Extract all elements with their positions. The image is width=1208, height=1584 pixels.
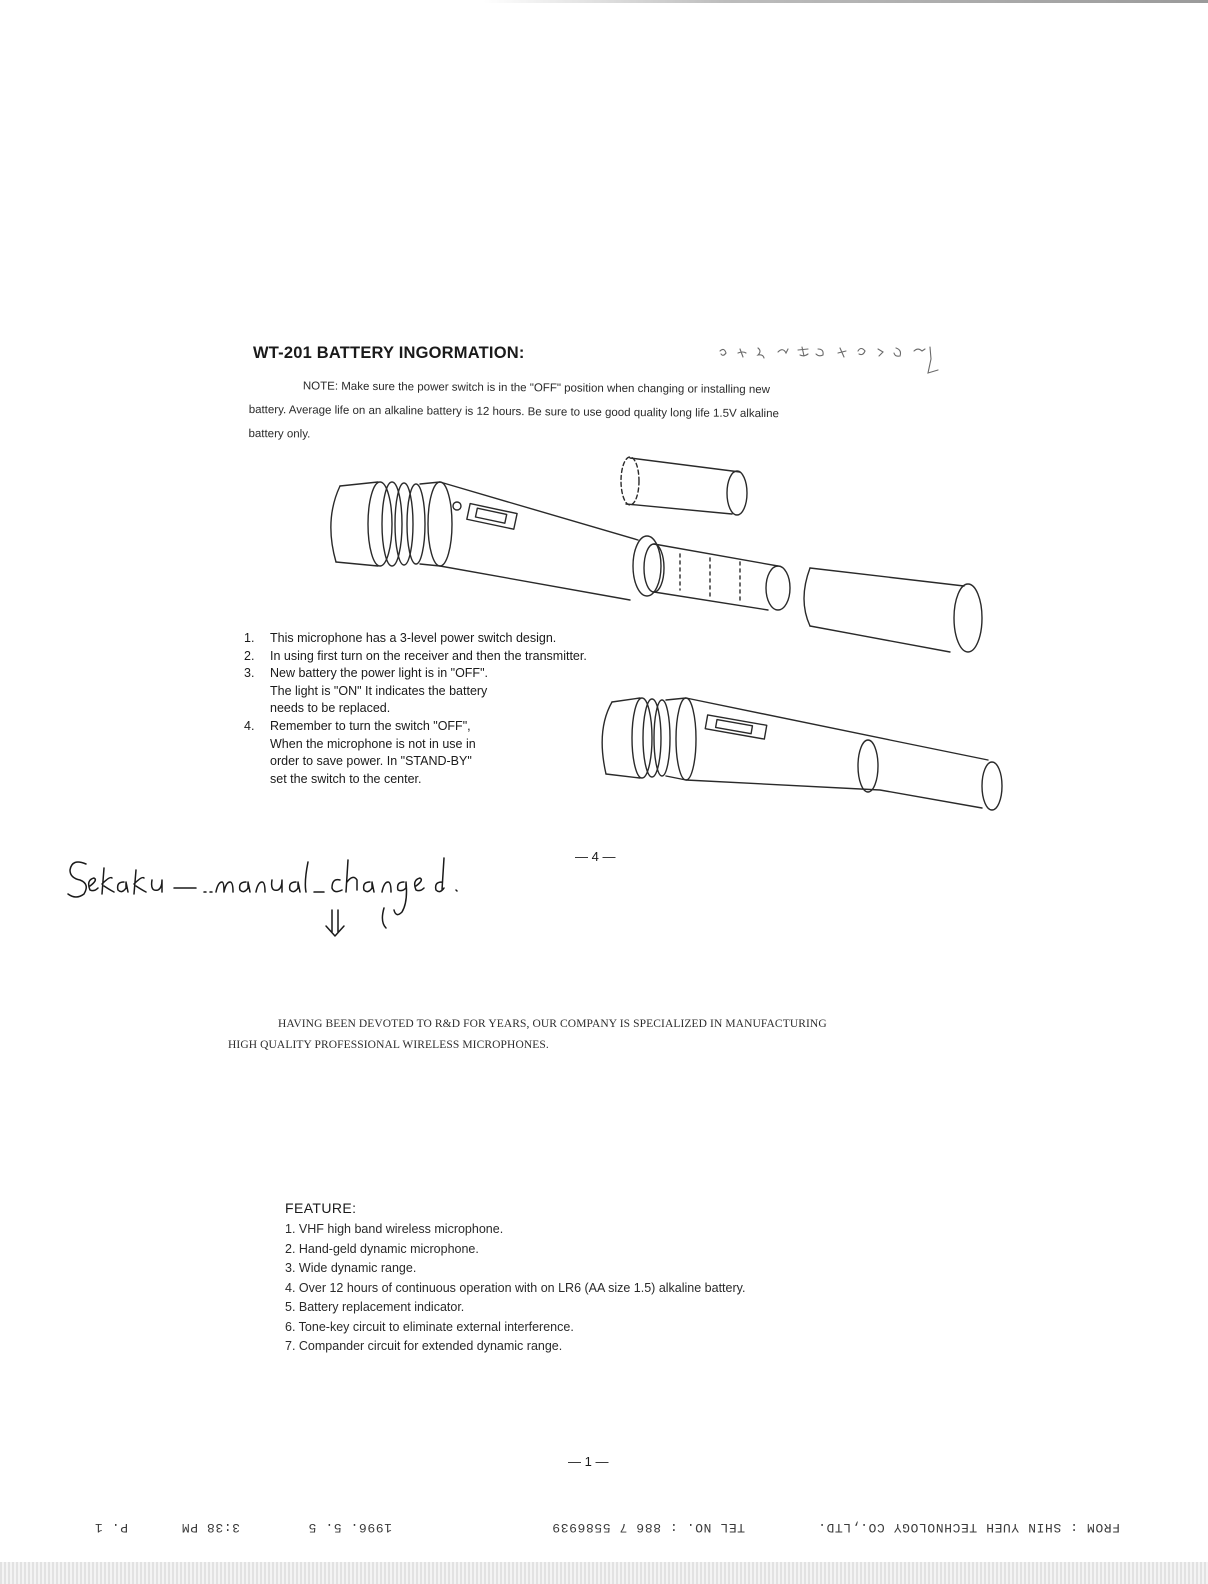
list-item: 5. Battery replacement indicator. [285, 1300, 465, 1314]
battery-note [248, 374, 979, 452]
list-item: set the switch to the center. [270, 771, 422, 786]
list-item: 2. In using first turn on the receiver and then the transmitter. [244, 648, 587, 663]
fax-header [60, 1517, 1120, 1535]
company-line: HIGH QUALITY PROFESSIONAL WIRELESS MICROPHONES. [228, 1039, 549, 1051]
microphone-illustration [590, 690, 1010, 815]
list-item: 3. Wide dynamic range. [285, 1261, 417, 1275]
microphone-battery-illustration [300, 450, 1000, 660]
list-item: When the microphone is not in use in [270, 736, 476, 751]
company-line: HAVING BEEN DEVOTED TO R&D FOR YEARS, OUR COMPANY IS SPECIALIZED IN MANUFACTURING [278, 1018, 827, 1030]
handwritten-signoff [64, 848, 484, 940]
page-number: — 1 — [568, 1454, 609, 1469]
handwritten-annotation [718, 343, 946, 377]
battery-info-title: WT-201 BATTERY INGORMATION: [253, 344, 525, 362]
note-line: battery only. [248, 427, 311, 441]
list-item: 3. New battery the power light is in "OFF". [244, 666, 488, 681]
list-item: needs to be replaced. [270, 701, 391, 716]
fax-date: 1996. 5. 5 [307, 1520, 392, 1535]
page-number: — 4 — [575, 849, 616, 864]
list-item: 4. Over 12 hours of continuous operation with on LR6 (AA size 1.5) alkaline battery. [285, 1280, 746, 1295]
list-item: 1. VHF high band wireless microphone. [285, 1222, 504, 1236]
scan-edge-bottom [0, 1562, 1208, 1584]
company-statement [228, 1014, 1018, 1056]
list-item: 6. Tone-key circuit to eliminate external interference. [285, 1319, 574, 1334]
list-item: 2. Hand-geld dynamic microphone. [285, 1241, 479, 1256]
fax-page: P. 1 [94, 1520, 128, 1535]
fax-tel: TEL NO. : 886 7 5586939 [551, 1520, 745, 1535]
list-item: 1. This microphone has a 3-level power switch design. [244, 631, 557, 645]
list-item: The light is "ON" It indicates the battery [270, 683, 488, 698]
list-item: 7. Compander circuit for extended dynamic range. [285, 1339, 563, 1353]
fax-time: 3:38 PM [181, 1520, 240, 1535]
list-item: order to save power. In "STAND-BY" [270, 754, 472, 769]
feature-heading: FEATURE: [285, 1200, 357, 1216]
scan-edge-top [0, 0, 1208, 3]
list-item: 4. Remember to turn the switch "OFF", [244, 718, 471, 733]
note-line: NOTE: Make sure the power switch is in the "OFF" position when changing or installing new [302, 380, 771, 397]
fax-from: FROM : SHIN YUEH TECHNOLOGY CO.,LTD. [817, 1520, 1120, 1535]
note-line: battery. Average life on an alkaline battery is 12 hours. Be sure to use good quality long life 1.5V alkaline [248, 403, 779, 421]
feature-list [285, 1220, 985, 1357]
